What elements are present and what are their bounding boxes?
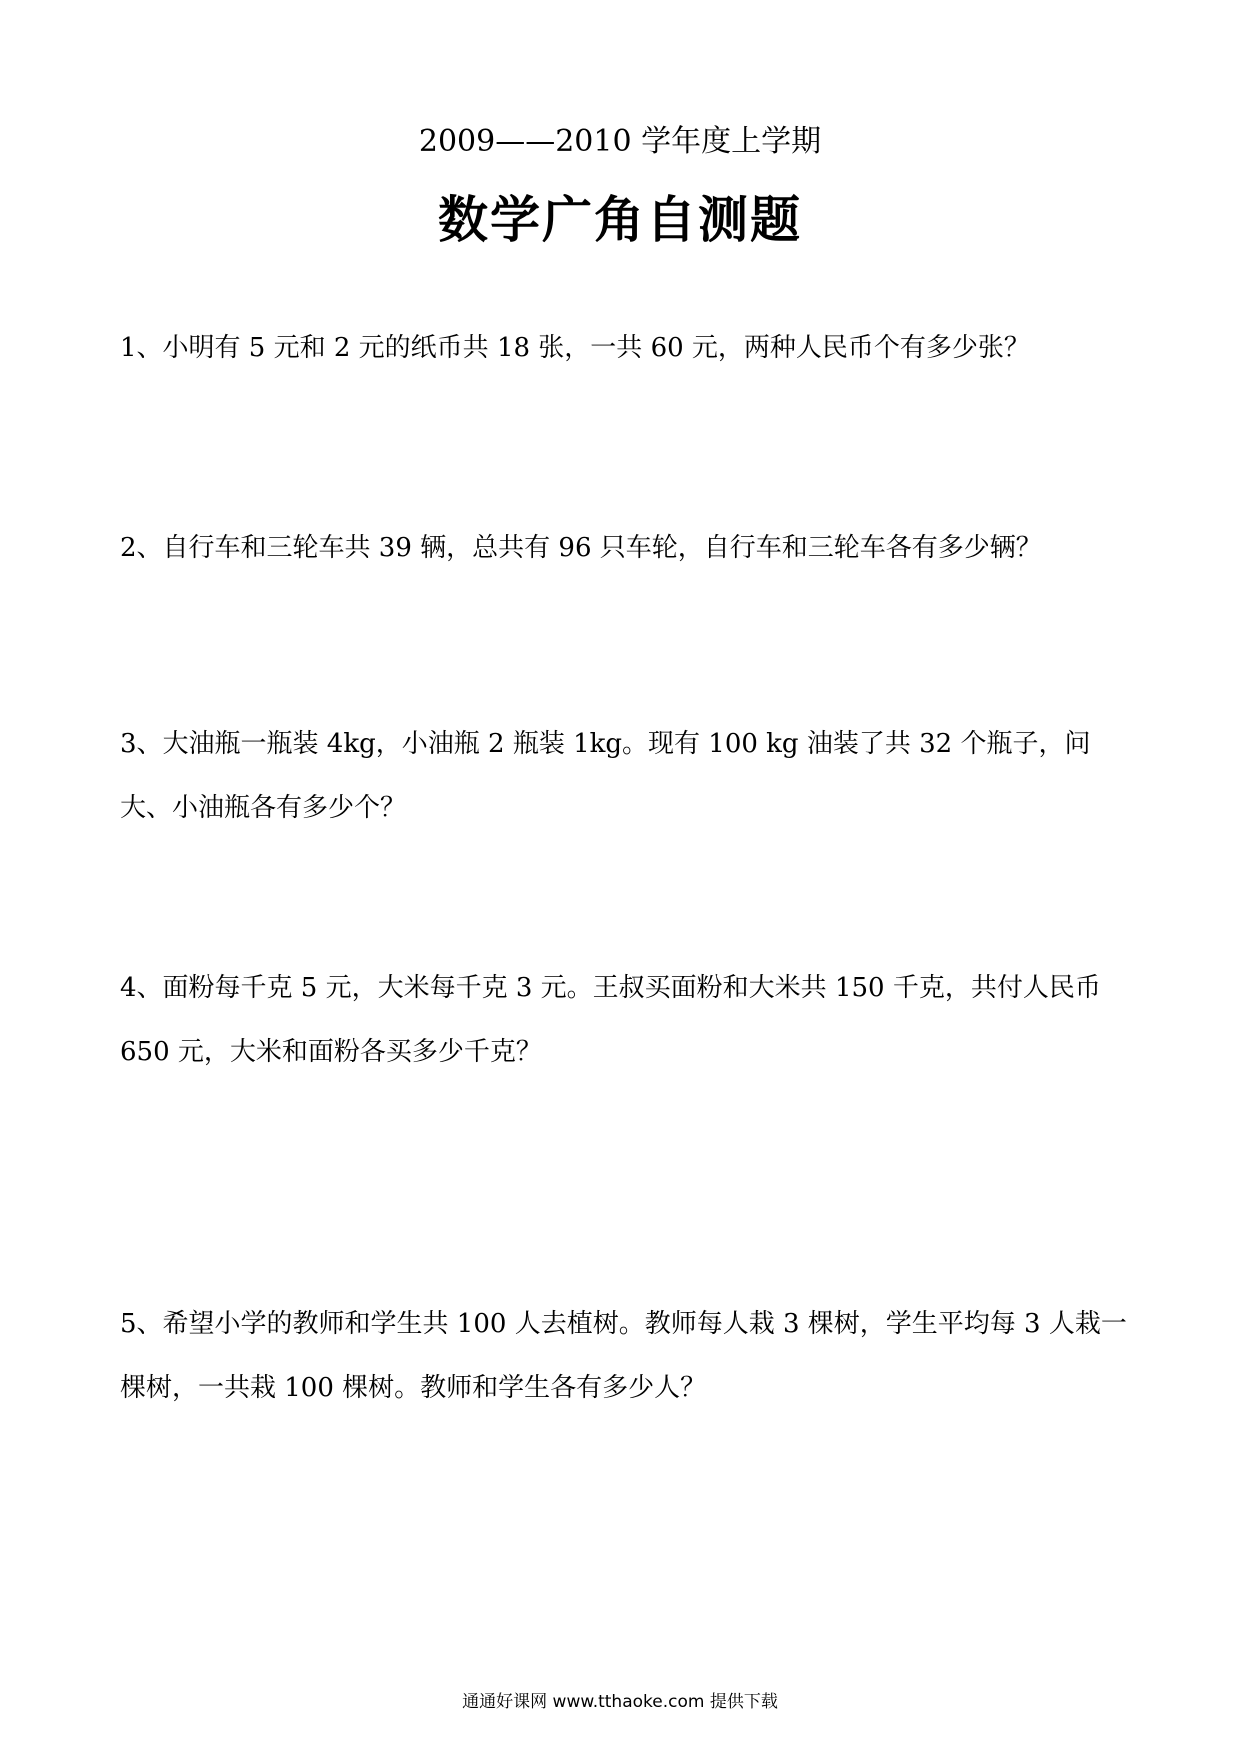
question-2: 2、自行车和三轮车共 39 辆，总共有 96 只车轮，自行车和三轮车各有多少辆？ bbox=[120, 533, 1042, 563]
footer-source: 通通好课网 www.tthaoke.com 提供下载 bbox=[462, 1692, 778, 1712]
question-4: 4、面粉每千克 5 元，大米每千克 3 元。王叔买面粉和大米共 150 千克，共付人民币 650 元，大米和面粉各买多少千克？ bbox=[120, 973, 1101, 1067]
question-5: 5、希望小学的教师和学生共 100 人去植树。教师每人栽 3 棵树，学生平均每 3 人栽一棵树，一共栽 100 棵树。教师和学生各有多少人？ bbox=[120, 1309, 1127, 1403]
question-1: 1、小明有 5 元和 2 元的纸币共 18 张，一共 60 元，两种人民币个有多少张？ bbox=[120, 333, 1030, 363]
question-3: 3、大油瓶一瓶装 4kg，小油瓶 2 瓶装 1kg。现有 100 kg 油装了共 32 个瓶子，问大、小油瓶各有多少个？ bbox=[120, 729, 1091, 823]
page-title: 数学广角自测题 bbox=[438, 191, 802, 249]
school-year-subtitle: 2009——2010 学年度上学期 bbox=[418, 124, 822, 159]
